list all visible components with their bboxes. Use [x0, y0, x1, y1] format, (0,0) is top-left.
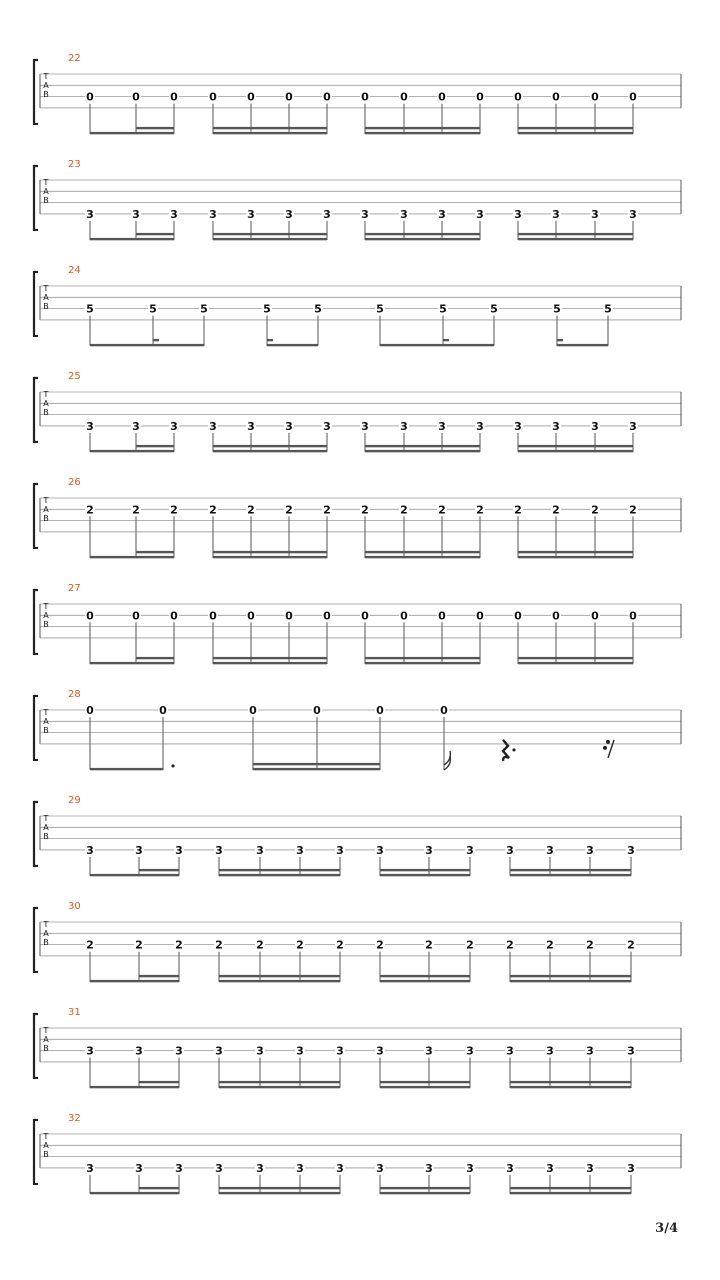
- fret-number: 3: [425, 1044, 433, 1058]
- fret-number: 0: [86, 609, 94, 623]
- tab-clef-letter: A: [43, 399, 49, 408]
- tab-clef-letter: T: [43, 1132, 49, 1141]
- system-bracket: [34, 908, 38, 972]
- beam-primary: [510, 1086, 631, 1088]
- fret-number: 0: [247, 609, 255, 623]
- beam-secondary: [510, 869, 631, 871]
- fret-number: 3: [552, 419, 560, 433]
- beam-primary: [90, 662, 174, 664]
- tab-clef-letter: A: [43, 293, 49, 302]
- beam-primary: [380, 874, 470, 876]
- beam-primary: [365, 662, 480, 664]
- beam-secondary: [219, 1187, 340, 1189]
- fret-number: 3: [285, 419, 293, 433]
- fret-number: 3: [586, 1161, 594, 1175]
- page-number: 3/4: [655, 1221, 678, 1236]
- fret-number: 3: [629, 419, 637, 433]
- beam-primary: [90, 132, 174, 134]
- beam-secondary: [380, 1187, 470, 1189]
- tab-clef-letter: B: [43, 514, 49, 523]
- fret-number: 2: [586, 938, 594, 952]
- beam-secondary: [518, 445, 633, 447]
- fret-number: 3: [247, 207, 255, 221]
- fret-number: 0: [438, 90, 446, 104]
- system-bracket: [34, 484, 38, 548]
- fret-number: 0: [132, 90, 140, 104]
- fret-number: 3: [323, 419, 331, 433]
- fret-number: 3: [132, 419, 140, 433]
- fret-number: 3: [86, 207, 94, 221]
- tab-clef-letter: A: [43, 81, 49, 90]
- beam-stub: [443, 339, 449, 341]
- fret-number: 2: [438, 503, 446, 517]
- beam-primary: [380, 1086, 470, 1088]
- beam-secondary: [213, 551, 327, 553]
- tab-clef-letter: B: [43, 1044, 49, 1053]
- fret-number: 3: [476, 419, 484, 433]
- beam-secondary: [136, 127, 174, 129]
- measure-number: 25: [68, 371, 81, 382]
- fret-number: 3: [586, 1044, 594, 1058]
- tab-clef-letter: A: [43, 187, 49, 196]
- fret-number: 0: [285, 90, 293, 104]
- fret-number: 3: [376, 1044, 384, 1058]
- fret-number: 0: [514, 609, 522, 623]
- fret-number: 2: [215, 938, 223, 952]
- tab-clef-letter: B: [43, 90, 49, 99]
- beam-secondary: [510, 975, 631, 977]
- fret-number: 2: [323, 503, 331, 517]
- beam-secondary: [219, 1081, 340, 1083]
- fret-number: 0: [285, 609, 293, 623]
- tab-clef-letter: A: [43, 929, 49, 938]
- tab-clef-letter: T: [43, 390, 49, 399]
- fret-number: 2: [506, 938, 514, 952]
- fret-number: 0: [552, 609, 560, 623]
- tab-clef-letter: T: [43, 814, 49, 823]
- tab-clef-letter: T: [43, 72, 49, 81]
- tab-clef-letter: T: [43, 496, 49, 505]
- fret-number: 2: [256, 938, 264, 952]
- tab-clef-letter: B: [43, 302, 49, 311]
- fret-number: 2: [132, 503, 140, 517]
- fret-number: 3: [476, 207, 484, 221]
- fret-number: 3: [438, 419, 446, 433]
- fret-number: 3: [506, 1161, 514, 1175]
- beam-primary: [90, 768, 163, 770]
- fret-number: 3: [135, 843, 143, 857]
- fret-number: 3: [135, 1044, 143, 1058]
- measure-number: 22: [68, 53, 81, 64]
- fret-number: 3: [361, 419, 369, 433]
- fret-number: 3: [215, 1161, 223, 1175]
- fret-number: 5: [263, 302, 271, 316]
- beam-secondary: [213, 127, 327, 129]
- beam-primary: [518, 132, 633, 134]
- beam-primary: [90, 556, 174, 558]
- beam-secondary: [380, 1081, 470, 1083]
- beam-secondary: [518, 233, 633, 235]
- beam-secondary: [365, 233, 480, 235]
- fret-number: 3: [591, 207, 599, 221]
- fret-number: 3: [256, 843, 264, 857]
- fret-number: 0: [249, 704, 257, 717]
- system-bracket: [34, 1014, 38, 1078]
- tab-clef-letter: B: [43, 938, 49, 947]
- fret-number: 2: [361, 503, 369, 517]
- fret-number: 0: [361, 90, 369, 104]
- fret-number: 5: [604, 302, 612, 316]
- beam-primary: [253, 768, 380, 770]
- beam-primary: [510, 874, 631, 876]
- fret-number: 3: [170, 419, 178, 433]
- fret-number: 5: [490, 302, 498, 316]
- beam-secondary: [365, 657, 480, 659]
- measure-number: 31: [68, 1007, 81, 1018]
- beam-primary: [365, 238, 480, 240]
- beam-secondary: [136, 233, 174, 235]
- fret-number: 0: [170, 609, 178, 623]
- fret-number: 3: [546, 843, 554, 857]
- tab-clef-letter: A: [43, 505, 49, 514]
- beam-secondary: [213, 445, 327, 447]
- beam-primary: [518, 450, 633, 452]
- beam-primary: [365, 450, 480, 452]
- fret-number: 3: [629, 207, 637, 221]
- system-bracket: [34, 378, 38, 442]
- measure-number: 23: [68, 159, 81, 170]
- fret-number: 5: [149, 302, 157, 316]
- beam-primary: [380, 980, 470, 982]
- system-bracket: [34, 590, 38, 654]
- beam-primary: [380, 344, 494, 346]
- fret-number: 0: [514, 90, 522, 104]
- beam-primary: [510, 1192, 631, 1194]
- fret-number: 0: [86, 704, 94, 717]
- fret-number: 3: [86, 843, 94, 857]
- fret-number: 0: [132, 609, 140, 623]
- fret-number: 3: [296, 843, 304, 857]
- beam-primary: [90, 1192, 179, 1194]
- beam-primary: [219, 1192, 340, 1194]
- system-bracket: [34, 272, 38, 336]
- beam-secondary: [365, 127, 480, 129]
- tab-clef-letter: T: [43, 920, 49, 929]
- beam-secondary: [213, 657, 327, 659]
- fret-number: 0: [159, 704, 167, 717]
- fret-number: 2: [591, 503, 599, 517]
- fret-number: 0: [209, 90, 217, 104]
- quarter-rest: [503, 740, 509, 761]
- tab-clef-letter: B: [43, 408, 49, 417]
- fret-number: 3: [376, 1161, 384, 1175]
- beam-primary: [90, 980, 179, 982]
- fret-number: 3: [627, 1044, 635, 1058]
- fret-number: 5: [86, 302, 94, 316]
- beam-primary: [90, 1086, 179, 1088]
- fret-number: 0: [591, 609, 599, 623]
- fret-number: 3: [506, 843, 514, 857]
- beam-secondary: [518, 127, 633, 129]
- fret-number: 3: [627, 843, 635, 857]
- fret-number: 3: [215, 1044, 223, 1058]
- fret-number: 5: [376, 302, 384, 316]
- fret-number: 3: [376, 843, 384, 857]
- measure-number: 32: [68, 1113, 81, 1124]
- beam-stub: [557, 339, 563, 341]
- fret-number: 2: [175, 938, 183, 952]
- fret-number: 3: [400, 419, 408, 433]
- fret-number: 2: [209, 503, 217, 517]
- fret-number: 3: [296, 1044, 304, 1058]
- fret-number: 3: [132, 207, 140, 221]
- fret-number: 3: [336, 1044, 344, 1058]
- tab-clef-letter: T: [43, 178, 49, 187]
- tab-clef-letter: A: [43, 1035, 49, 1044]
- tab-clef-letter: B: [43, 726, 49, 735]
- tab-clef-letter: A: [43, 823, 49, 832]
- beam-secondary: [518, 551, 633, 553]
- beam-primary: [267, 344, 318, 346]
- tab-clef-letter: B: [43, 620, 49, 629]
- fret-number: 3: [466, 1161, 474, 1175]
- fret-number: 3: [323, 207, 331, 221]
- tab-clef-letter: A: [43, 611, 49, 620]
- tab-clef-letter: A: [43, 717, 49, 726]
- fret-number: 3: [336, 843, 344, 857]
- fret-number: 2: [296, 938, 304, 952]
- fret-number: 3: [175, 843, 183, 857]
- fret-number: 5: [553, 302, 561, 316]
- beam-primary: [219, 874, 340, 876]
- fret-number: 2: [627, 938, 635, 952]
- fret-number: 3: [514, 207, 522, 221]
- fret-number: 3: [627, 1161, 635, 1175]
- beam-primary: [365, 556, 480, 558]
- fret-number: 2: [285, 503, 293, 517]
- beam-secondary: [253, 763, 380, 765]
- fret-number: 2: [425, 938, 433, 952]
- fret-number: 3: [86, 419, 94, 433]
- fret-number: 3: [425, 1161, 433, 1175]
- fret-number: 3: [438, 207, 446, 221]
- fret-number: 2: [135, 938, 143, 952]
- beam-secondary: [219, 975, 340, 977]
- tab-clef-letter: A: [43, 1141, 49, 1150]
- beam-secondary: [136, 551, 174, 553]
- beam-secondary: [518, 657, 633, 659]
- beam-secondary: [365, 445, 480, 447]
- fret-number: 3: [552, 207, 560, 221]
- fret-number: 3: [336, 1161, 344, 1175]
- fret-number: 3: [170, 207, 178, 221]
- beam-primary: [90, 238, 174, 240]
- beam-primary: [518, 238, 633, 240]
- beam-primary: [90, 344, 204, 346]
- fret-number: 3: [361, 207, 369, 221]
- fret-number: 0: [591, 90, 599, 104]
- measure-number: 29: [68, 795, 81, 806]
- fret-number: 5: [439, 302, 447, 316]
- beam-primary: [557, 344, 608, 346]
- beam-primary: [213, 132, 327, 134]
- beam-primary: [518, 556, 633, 558]
- rest-head: [606, 740, 610, 744]
- fret-number: 0: [247, 90, 255, 104]
- fret-number: 3: [135, 1161, 143, 1175]
- fret-number: 2: [629, 503, 637, 517]
- beam-primary: [365, 132, 480, 134]
- fret-number: 0: [476, 609, 484, 623]
- fret-number: 2: [476, 503, 484, 517]
- fret-number: 2: [86, 938, 94, 952]
- fret-number: 3: [400, 207, 408, 221]
- measure-number: 28: [68, 689, 81, 700]
- beam-secondary: [136, 657, 174, 659]
- rest-head: [603, 746, 607, 750]
- beam-stub: [267, 339, 273, 341]
- fret-number: 3: [209, 207, 217, 221]
- beam-secondary: [365, 551, 480, 553]
- beam-primary: [510, 980, 631, 982]
- tab-clef-letter: B: [43, 832, 49, 841]
- fret-number: 2: [552, 503, 560, 517]
- fret-number: 0: [552, 90, 560, 104]
- fret-number: 3: [591, 419, 599, 433]
- fret-number: 3: [247, 419, 255, 433]
- fret-number: 2: [466, 938, 474, 952]
- fret-number: 5: [314, 302, 322, 316]
- beam-primary: [380, 1192, 470, 1194]
- fret-number: 2: [400, 503, 408, 517]
- fret-number: 0: [376, 704, 384, 717]
- measure-number: 30: [68, 901, 81, 912]
- fret-number: 3: [514, 419, 522, 433]
- beam-secondary: [139, 975, 179, 977]
- fret-number: 5: [200, 302, 208, 316]
- fret-number: 2: [514, 503, 522, 517]
- fret-number: 2: [546, 938, 554, 952]
- fret-number: 0: [361, 609, 369, 623]
- fret-number: 2: [86, 503, 94, 517]
- fret-number: 2: [170, 503, 178, 517]
- beam-primary: [213, 662, 327, 664]
- fret-number: 3: [425, 843, 433, 857]
- fret-number: 0: [209, 609, 217, 623]
- fret-number: 2: [336, 938, 344, 952]
- beam-secondary: [219, 869, 340, 871]
- beam-secondary: [380, 869, 470, 871]
- fret-number: 0: [86, 90, 94, 104]
- fret-number: 3: [506, 1044, 514, 1058]
- tab-clef-letter: T: [43, 1026, 49, 1035]
- system-bracket: [34, 166, 38, 230]
- fret-number: 3: [546, 1161, 554, 1175]
- system-bracket: [34, 696, 38, 760]
- beam-secondary: [510, 1081, 631, 1083]
- fret-number: 0: [629, 609, 637, 623]
- fret-number: 0: [438, 609, 446, 623]
- fret-number: 3: [209, 419, 217, 433]
- tab-clef-letter: T: [43, 284, 49, 293]
- fret-number: 3: [546, 1044, 554, 1058]
- beam-primary: [518, 662, 633, 664]
- fret-number: 3: [256, 1044, 264, 1058]
- beam-secondary: [136, 445, 174, 447]
- measure-number: 26: [68, 477, 81, 488]
- system-bracket: [34, 802, 38, 866]
- system-bracket: [34, 60, 38, 124]
- fret-number: 0: [476, 90, 484, 104]
- fret-number: 0: [400, 609, 408, 623]
- tab-clef-letter: B: [43, 196, 49, 205]
- tab-clef-letter: T: [43, 602, 49, 611]
- fret-number: 3: [175, 1161, 183, 1175]
- beam-secondary: [510, 1187, 631, 1189]
- fret-number: 3: [175, 1044, 183, 1058]
- fret-number: 2: [376, 938, 384, 952]
- beam-secondary: [139, 1187, 179, 1189]
- fret-number: 3: [256, 1161, 264, 1175]
- fret-number: 3: [466, 1044, 474, 1058]
- beam-primary: [90, 874, 179, 876]
- beam-secondary: [380, 975, 470, 977]
- fret-number: 3: [86, 1044, 94, 1058]
- beam-primary: [90, 450, 174, 452]
- fret-number: 3: [215, 843, 223, 857]
- fret-number: 3: [466, 843, 474, 857]
- dot: [171, 764, 174, 767]
- fret-number: 0: [323, 609, 331, 623]
- fret-number: 2: [247, 503, 255, 517]
- fret-number: 3: [296, 1161, 304, 1175]
- fret-number: 0: [400, 90, 408, 104]
- tab-clef-letter: T: [43, 708, 49, 717]
- fret-number: 0: [170, 90, 178, 104]
- system-bracket: [34, 1120, 38, 1184]
- fret-number: 0: [440, 704, 448, 717]
- beam-primary: [213, 450, 327, 452]
- beam-primary: [213, 238, 327, 240]
- fret-number: 0: [323, 90, 331, 104]
- measure-number: 27: [68, 583, 81, 594]
- fret-number: 3: [586, 843, 594, 857]
- beam-stub: [153, 339, 159, 341]
- fret-number: 3: [86, 1161, 94, 1175]
- fret-number: 3: [285, 207, 293, 221]
- tab-clef-letter: B: [43, 1150, 49, 1159]
- beam-secondary: [139, 1081, 179, 1083]
- fret-number: 0: [629, 90, 637, 104]
- beam-primary: [213, 556, 327, 558]
- beam-secondary: [213, 233, 327, 235]
- rest-dot: [512, 748, 515, 751]
- fret-number: 0: [313, 704, 321, 717]
- measure-number: 24: [68, 265, 81, 276]
- beam-secondary: [139, 869, 179, 871]
- beam-primary: [219, 980, 340, 982]
- beam-primary: [219, 1086, 340, 1088]
